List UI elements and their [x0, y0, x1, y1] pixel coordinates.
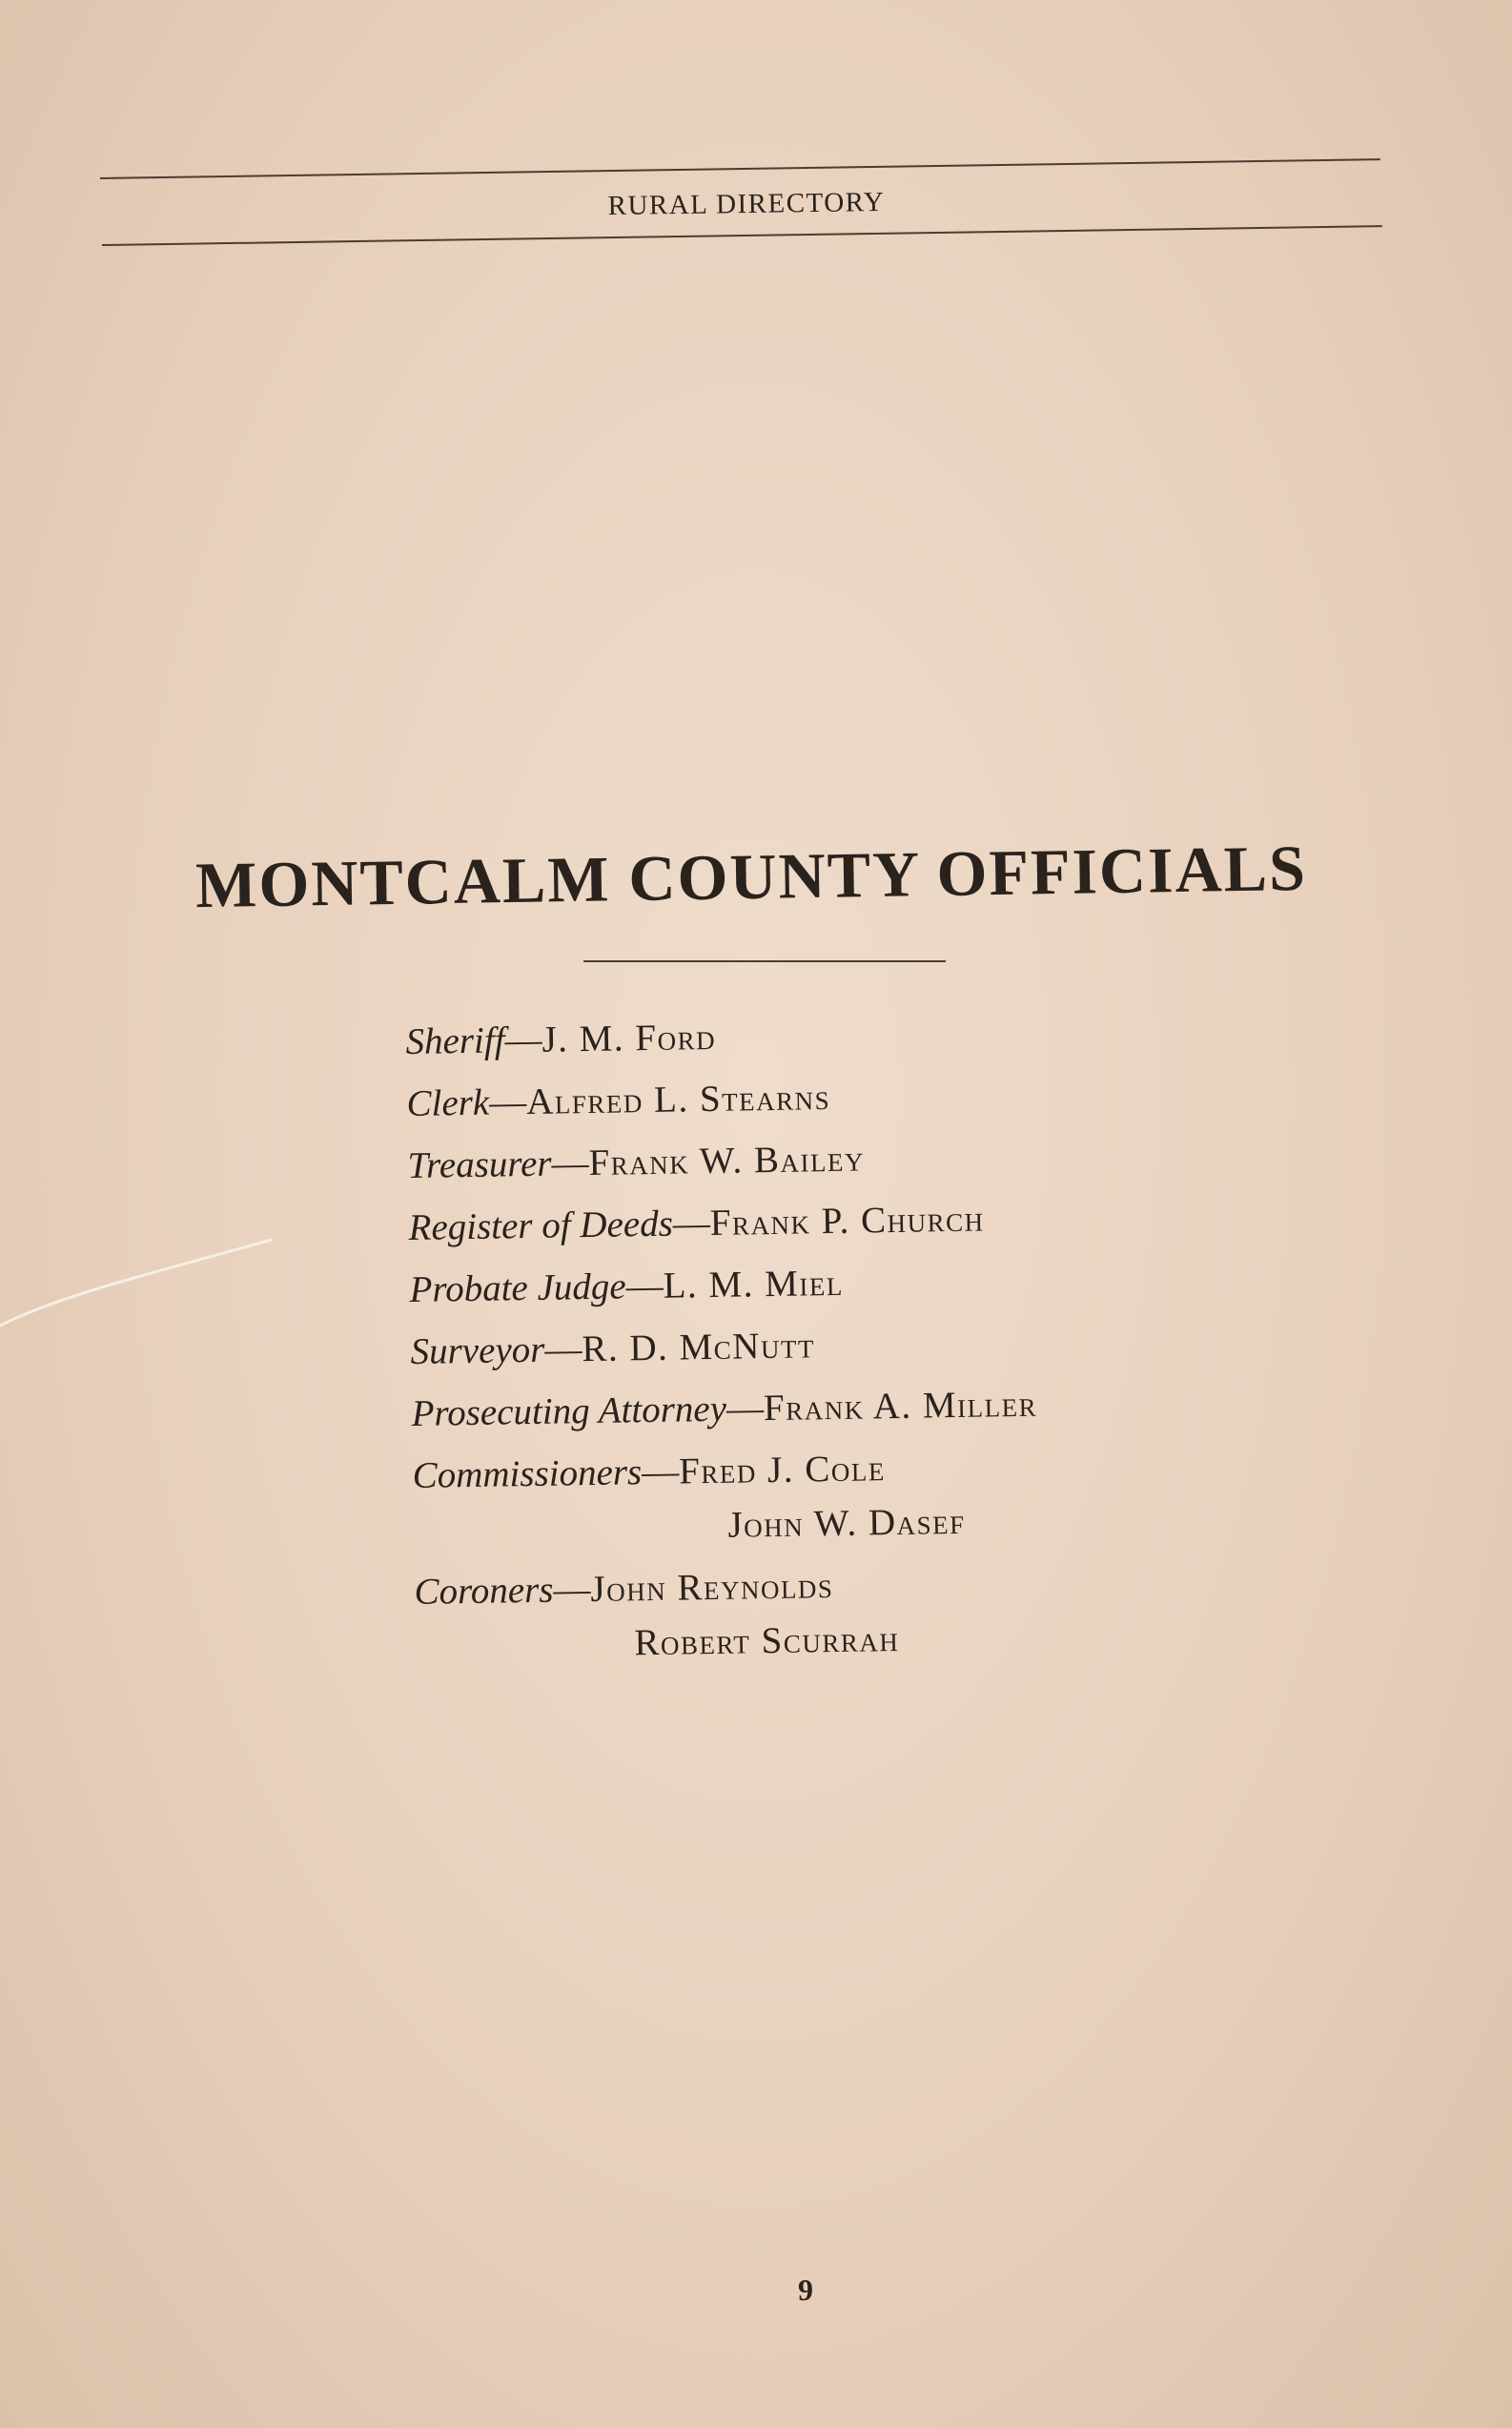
- office-label: Sheriff: [405, 1019, 505, 1062]
- office-label: Clerk: [406, 1081, 490, 1124]
- office-label: Commissioners: [412, 1451, 643, 1496]
- page-number: 9: [798, 2273, 813, 2307]
- official-name: Frank W. Bailey: [588, 1138, 866, 1183]
- office-label: Prosecuting Attorney: [411, 1388, 727, 1434]
- header-rule-bottom: [102, 225, 1382, 246]
- office-label: Probate Judge: [409, 1265, 626, 1310]
- dash-separator: —: [725, 1388, 765, 1430]
- page-title: MONTCALM COUNTY OFFICIALS: [194, 831, 1308, 922]
- office-label: Coroners: [414, 1569, 554, 1613]
- running-head: RURAL DIRECTORY: [607, 186, 886, 222]
- dash-separator: —: [625, 1265, 664, 1307]
- official-name: Robert Scurrah: [634, 1617, 900, 1664]
- dash-separator: —: [553, 1569, 591, 1611]
- official-name: J. M. Ford: [541, 1016, 717, 1060]
- official-name: L. M. Miel: [663, 1262, 845, 1307]
- dash-separator: —: [672, 1203, 711, 1245]
- official-name: John Reynolds: [590, 1565, 834, 1611]
- dash-separator: —: [641, 1451, 680, 1493]
- dash-separator: —: [551, 1142, 589, 1184]
- officials-list: [405, 996, 1369, 1677]
- official-name: Frank A. Miller: [763, 1383, 1038, 1430]
- dash-separator: —: [504, 1019, 542, 1061]
- official-name: Alfred L. Stearns: [525, 1077, 831, 1123]
- official-name: Fred J. Cole: [678, 1448, 887, 1492]
- office-label: Register of Deeds: [408, 1203, 674, 1248]
- loose-thread: [0, 1230, 286, 1345]
- official-name: Frank P. Church: [709, 1198, 985, 1245]
- office-label: Surveyor: [410, 1328, 545, 1372]
- official-name: R. D. McNutt: [582, 1325, 816, 1370]
- title-rule: [583, 960, 946, 962]
- dash-separator: —: [544, 1328, 582, 1370]
- office-label: Treasurer: [407, 1142, 552, 1186]
- header-rule-top: [100, 158, 1380, 179]
- dash-separator: —: [488, 1081, 527, 1123]
- official-name: John W. Dasef: [727, 1500, 966, 1546]
